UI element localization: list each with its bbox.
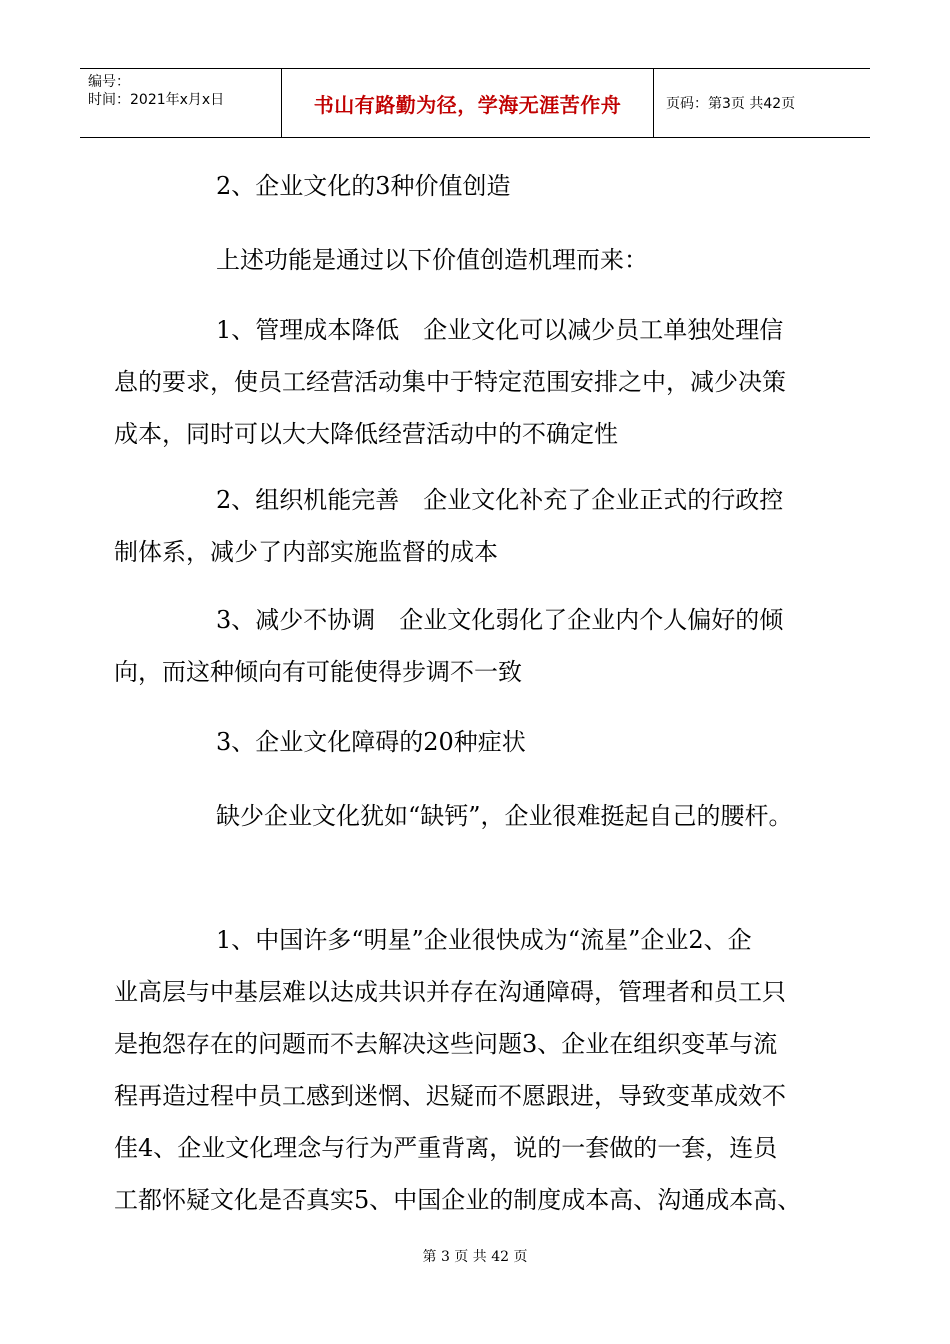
paragraph-intro xyxy=(114,234,839,286)
paragraph-cost-reduction xyxy=(114,304,839,460)
text-line: 工都怀疑文化是否真实5、中国企业的制度成本高、沟通成本高、 xyxy=(114,1186,802,1214)
text-line: 制体系，减少了内部实施监督的成本 xyxy=(114,538,498,566)
text-line: 1、管理成本降低 企业文化可以减少员工单独处理信 xyxy=(216,316,784,344)
text-line: 缺少企业文化犹如“缺钙”，企业很难挺起自己的腰杆。 xyxy=(216,802,793,830)
document-number-label: 编号： xyxy=(88,74,130,90)
page-footer: 第 3 页 共 42 页 xyxy=(422,1249,528,1265)
text-line: 佳4、企业文化理念与行为严重背离，说的一套做的一套，连员 xyxy=(114,1134,778,1162)
text-line: 2、组织机能完善 企业文化补充了企业正式的行政控 xyxy=(216,486,784,514)
heading-value-creation xyxy=(114,160,839,212)
heading-symptoms xyxy=(114,716,839,768)
text-line: 1、中国许多“明星”企业很快成为“流星”企业2、企 xyxy=(216,926,752,954)
text-line: 程再造过程中员工感到迷惘、迟疑而不愿跟进，导致变革成效不 xyxy=(114,1082,786,1110)
paragraph-coordination xyxy=(114,594,839,698)
header-motto: 书山有路勤为径，学海无涯苦作舟 xyxy=(282,69,654,137)
paragraph-calcium xyxy=(114,790,839,842)
document-date: 时间：2021年x月x日 xyxy=(88,92,225,108)
text-line: 是抱怨存在的问题而不去解决这些问题3、企业在组织变革与流 xyxy=(114,1030,778,1058)
text-line: 业高层与中基层难以达成共识并存在沟通障碍，管理者和员工只 xyxy=(114,978,786,1006)
text-line: 3、企业文化障碍的20种症状 xyxy=(216,728,526,756)
text-line: 成本，同时可以大大降低经营活动中的不确定性 xyxy=(114,420,618,448)
text-line: 2、企业文化的3种价值创造 xyxy=(216,172,511,200)
text-line: 息的要求，使员工经营活动集中于特定范围安排之中，减少决策 xyxy=(114,368,786,396)
paragraph-organization xyxy=(114,474,839,578)
text-line: 上述功能是通过以下价值创造机理而来： xyxy=(216,246,648,274)
header-page-info: 页码：第3页 共42页 xyxy=(666,96,796,112)
header-meta xyxy=(80,69,282,137)
text-line: 向，而这种倾向有可能使得步调不一致 xyxy=(114,658,522,686)
page-header xyxy=(80,68,870,138)
text-line: 3、减少不协调 企业文化弱化了企业内个人偏好的倾 xyxy=(216,606,784,634)
paragraph-symptom-list xyxy=(114,914,839,1226)
